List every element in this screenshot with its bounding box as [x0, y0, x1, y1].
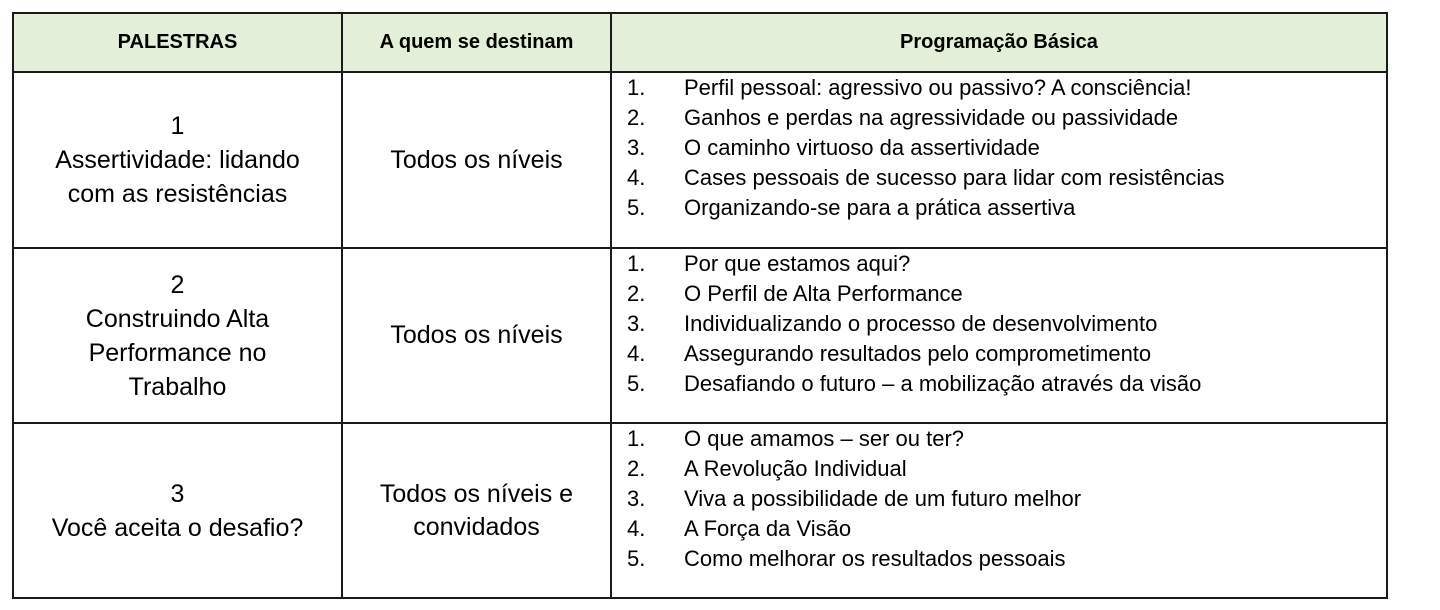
- audience-cell: [342, 248, 611, 423]
- list-item: [612, 454, 1386, 484]
- list-item: [612, 73, 1386, 103]
- item-text: Perfil pessoal: agressivo ou passivo? A consciência!: [684, 75, 1192, 100]
- item-text: O Perfil de Alta Performance: [684, 281, 963, 306]
- lecture-title-line: Trabalho: [128, 372, 227, 401]
- item-text: O caminho virtuoso da assertividade: [684, 135, 1040, 160]
- item-text: Como melhorar os resultados pessoais: [684, 546, 1066, 571]
- lecture-title-line: com as resistências: [67, 180, 288, 208]
- item-number: 2.: [627, 105, 646, 130]
- header-palestras: PALESTRAS: [13, 13, 342, 72]
- list-item: [612, 103, 1386, 133]
- list-item: [612, 279, 1386, 309]
- item-number: 3.: [627, 311, 646, 336]
- item-text: Ganhos e perdas na agressividade ou passividade: [684, 105, 1179, 130]
- header-audience: A quem se destinam: [342, 13, 611, 72]
- list-item: [612, 369, 1386, 399]
- item-number: 2.: [627, 456, 646, 481]
- item-text: O que amamos – ser ou ter?: [684, 426, 965, 451]
- item-number: 5.: [627, 546, 646, 571]
- lecture-title-cell: [13, 423, 342, 598]
- table-row: [13, 248, 1387, 423]
- list-item: [612, 514, 1386, 544]
- list-item: [612, 133, 1386, 163]
- item-number: 4.: [627, 516, 646, 541]
- item-text: A Força da Visão: [684, 516, 852, 541]
- audience-text: convidados: [413, 512, 540, 541]
- lecture-number: 1: [170, 112, 185, 140]
- item-number: 2.: [627, 281, 646, 306]
- table-header-row: [13, 13, 1387, 72]
- item-text: Desafiando o futuro – a mobilização através da visão: [684, 371, 1202, 396]
- item-number: 4.: [627, 341, 646, 366]
- item-number: 4.: [627, 165, 646, 190]
- table-row: [13, 423, 1387, 598]
- program-cell: [611, 248, 1387, 423]
- program-cell: [611, 423, 1387, 598]
- item-text: Organizando-se para a prática assertiva: [684, 195, 1076, 220]
- item-text: Individualizando o processo de desenvolvimento: [684, 311, 1158, 336]
- list-item: [612, 193, 1386, 223]
- program-list: [612, 249, 1386, 399]
- lecture-title-cell: [13, 72, 342, 248]
- item-number: 3.: [627, 135, 646, 160]
- item-number: 1.: [627, 251, 646, 276]
- item-text: Por que estamos aqui?: [684, 251, 911, 276]
- lecture-number: 3: [170, 479, 185, 508]
- list-item: [612, 339, 1386, 369]
- lecture-number: 2: [170, 270, 185, 299]
- audience-cell: [342, 72, 611, 248]
- table-row: [13, 72, 1387, 248]
- audience-text: Todos os níveis: [390, 321, 563, 349]
- item-text: Assegurando resultados pelo comprometimento: [684, 341, 1152, 366]
- lecture-title-line: Assertividade: lidando: [55, 146, 300, 174]
- program-list: [612, 424, 1386, 574]
- header-program: Programação Básica: [611, 13, 1387, 72]
- audience-text: Todos os níveis e: [379, 479, 574, 508]
- program-cell: [611, 72, 1387, 248]
- item-number: 5.: [627, 195, 646, 220]
- lecture-title-cell: [13, 248, 342, 423]
- item-text: Cases pessoais de sucesso para lidar com resistências: [684, 165, 1225, 190]
- lecture-title-line: Construindo Alta: [85, 304, 270, 333]
- list-item: [612, 484, 1386, 514]
- item-number: 5.: [627, 371, 646, 396]
- item-text: Viva a possibilidade de um futuro melhor: [684, 486, 1082, 511]
- item-number: 1.: [627, 426, 646, 451]
- item-text: A Revolução Individual: [684, 456, 907, 481]
- audience-text: Todos os níveis: [390, 145, 563, 174]
- audience-cell: [342, 423, 611, 598]
- lecture-title-line: Performance no: [88, 338, 267, 367]
- lectures-table: [12, 12, 1388, 599]
- lecture-title-line: Você aceita o desafio?: [51, 513, 304, 542]
- list-item: [612, 163, 1386, 193]
- list-item: [612, 249, 1386, 279]
- list-item: [612, 424, 1386, 454]
- list-item: [612, 309, 1386, 339]
- item-number: 3.: [627, 486, 646, 511]
- item-number: 1.: [627, 75, 646, 100]
- program-list: [612, 73, 1386, 223]
- list-item: [612, 544, 1386, 574]
